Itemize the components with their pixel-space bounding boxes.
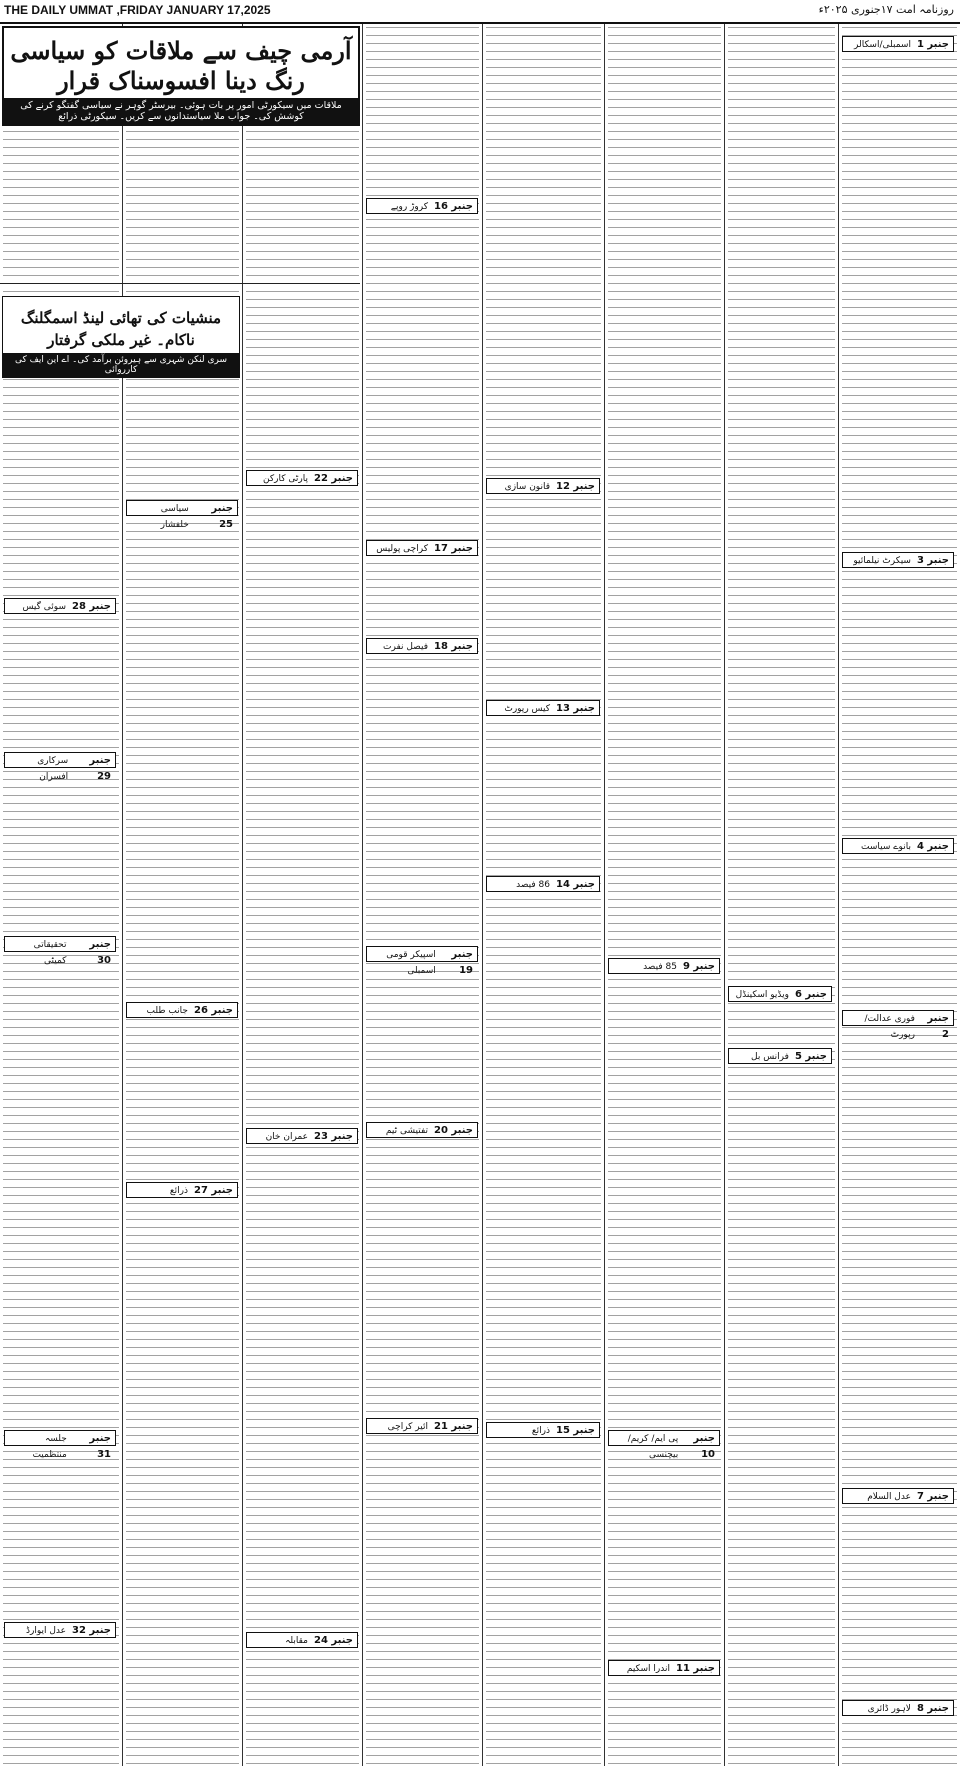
continuation-keyword: پارٹی کارکن [263, 474, 308, 484]
continuation-keyword: عمران خان [265, 1132, 308, 1142]
continuation-number: جنبر 25 [211, 503, 233, 530]
continuation-keyword: بانوے سیاست [861, 842, 911, 852]
continuation-number: جنبر 6 [794, 989, 827, 1000]
continuation-number: جنبر 10 [693, 1433, 715, 1460]
continuation-number: جنبر 27 [194, 1185, 233, 1196]
continuation-label [608, 1430, 720, 1460]
continuation-number: جنبر 24 [314, 1635, 353, 1646]
continuation-label [366, 1418, 478, 1434]
continuation-number: جنبر 16 [434, 201, 473, 212]
continuation-keyword: 86 فیصد [516, 880, 550, 890]
continuation-keyword: اسپیکر قومی اسمبلی [386, 950, 436, 976]
section-divider [0, 283, 360, 284]
masthead-urdu-date: روزنامہ امت ۱۷جنوری ۲۰۲۵ء [818, 3, 954, 16]
continuation-number: جنبر 13 [556, 703, 595, 714]
continuation-label [842, 1488, 954, 1504]
continuation-number: جنبر 26 [194, 1005, 233, 1016]
continuation-keyword: ائیر کراچی [387, 1422, 428, 1432]
continuation-keyword: فرانس بل [751, 1052, 789, 1062]
continuation-number: جنبر 3 [916, 555, 949, 566]
lead-story-headline-block [2, 26, 360, 126]
continuation-number: جنبر 7 [916, 1491, 949, 1502]
continuation-keyword: مقابلہ [285, 1636, 308, 1646]
continuation-label [4, 1622, 116, 1638]
continuation-label [4, 1430, 116, 1460]
column-5 [362, 24, 482, 1766]
continuation-number: جنبر 14 [556, 879, 595, 890]
second-headline: منشیات کی تھائی لینڈ اسمگلنگ ناکام۔ غیر ملکی گرفتار [20, 309, 222, 349]
continuation-label [246, 1632, 358, 1648]
second-subheadline: سری لنکن شہری سے ہیروئن برآمد کی۔ اے این ایف کی کارروائی [3, 353, 239, 377]
continuation-label [728, 986, 832, 1002]
continuation-label [126, 1002, 238, 1018]
continuation-number: جنبر 28 [72, 601, 111, 612]
continuation-number: جنبر 23 [314, 1131, 353, 1142]
continuation-number: جنبر 5 [794, 1051, 827, 1062]
continuation-label [486, 1422, 600, 1438]
lead-headline: آرمی چیف سے ملاقات کو سیاسی رنگ دینا افسوسناک قرار [10, 36, 352, 95]
continuation-number: جنبر 11 [676, 1663, 715, 1674]
continuation-number: جنبر 8 [916, 1703, 949, 1714]
continuation-keyword: اندرا اسکیم [626, 1664, 670, 1674]
continuation-keyword: سیکرٹ نیلمائیو [853, 556, 911, 566]
continuation-keyword: جانب طلب [146, 1006, 188, 1016]
continuation-number: جنبر 2 [927, 1013, 949, 1040]
continuation-number: جنبر 21 [434, 1421, 473, 1432]
continuation-keyword: قانون سازی [504, 482, 550, 492]
lead-subheadline: ملاقات میں سیکورٹی امور پر بات ہوئی۔ بیرسٹر گوہر نے سیاسی گفتگو کرنے کی کوشش کی۔ جواب ملا سیاستدانوں سے کریں۔ سیکورٹی ذرائع [4, 98, 358, 124]
continuation-label [842, 1010, 954, 1040]
continuation-keyword: پی ایم/ کریم/ بیچنسی [627, 1434, 679, 1460]
column-6 [242, 24, 362, 1766]
continuation-label [486, 876, 600, 892]
continuation-number: جنبر 12 [556, 481, 595, 492]
continuation-number: جنبر 22 [314, 473, 353, 484]
continuation-number: جنبر 9 [682, 961, 715, 972]
continuation-label [246, 1128, 358, 1144]
continuation-keyword: عدل السلام [867, 1492, 911, 1502]
continuation-keyword: کراچی پولیس [376, 544, 428, 554]
continuation-keyword: ویڈیو اسکینڈل [735, 990, 789, 1000]
masthead-english-date: THE DAILY UMMAT ,FRIDAY JANUARY 17,2025 [4, 3, 271, 17]
continuation-keyword: فوری عدالت/ رپورٹ [864, 1014, 915, 1040]
continuation-label [4, 936, 116, 966]
continuation-label [728, 1048, 832, 1064]
continuation-keyword: ذرائع [169, 1186, 188, 1196]
continuation-keyword: جلسہ منتظمیت [32, 1434, 67, 1460]
continuation-label [126, 500, 238, 530]
continuation-keyword: تفتیشی ٹیم [385, 1126, 428, 1136]
column-1 [838, 24, 960, 1766]
continuation-label [608, 958, 720, 974]
column-8 [0, 24, 122, 1766]
continuation-keyword: سرکاری افسران [37, 756, 69, 782]
continuation-label [842, 1700, 954, 1716]
column-4 [482, 24, 604, 1766]
continuation-label [4, 752, 116, 782]
continuation-label [4, 598, 116, 614]
continuation-keyword: اسمبلی/اسکالر [854, 40, 911, 50]
continuation-keyword: سوئی گیس [22, 602, 66, 612]
masthead [0, 0, 960, 24]
continuation-number: جنبر 15 [556, 1425, 595, 1436]
continuation-label [842, 36, 954, 52]
continuation-keyword: تحقیقاتی کمیٹی [33, 940, 67, 966]
column-2 [724, 24, 838, 1766]
continuation-keyword: کروڑ روپے [390, 202, 428, 212]
continuation-label [842, 838, 954, 854]
continuation-number: جنبر 31 [89, 1433, 111, 1460]
continuation-label [366, 638, 478, 654]
continuation-keyword: سیاسی خلفشار [160, 504, 189, 530]
continuation-number: جنبر 1 [916, 39, 949, 50]
continuation-keyword: لاہور ڈائری [867, 1704, 911, 1714]
continuation-number: جنبر 18 [434, 641, 473, 652]
continuation-number: جنبر 30 [89, 939, 111, 966]
continuation-label [486, 700, 600, 716]
continuation-label [126, 1182, 238, 1198]
continuation-keyword: ذرائع [531, 1426, 550, 1436]
continuation-label [366, 540, 478, 556]
continuation-number: جنبر 32 [72, 1625, 111, 1636]
continuation-keyword: عدل ایوارڈ [25, 1626, 66, 1636]
continuation-label [366, 946, 478, 976]
continuation-number: جنبر 29 [89, 755, 111, 782]
continuation-keyword: کیس رپورٹ [504, 704, 550, 714]
second-story-headline-block [2, 296, 240, 378]
column-7 [122, 24, 242, 1766]
continuation-number: جنبر 20 [434, 1125, 473, 1136]
continuation-label [608, 1660, 720, 1676]
continuation-number: جنبر 4 [916, 841, 949, 852]
continuation-label [366, 1122, 478, 1138]
continuation-number: جنبر 17 [434, 543, 473, 554]
continuation-label [842, 552, 954, 568]
continuation-label [246, 470, 358, 486]
continuation-number: جنبر 19 [451, 949, 473, 976]
continuation-keyword: 85 فیصد [643, 962, 677, 972]
column-3 [604, 24, 724, 1766]
continuation-label [366, 198, 478, 214]
continuation-keyword: فیصل نفرت [383, 642, 428, 652]
continuation-label [486, 478, 600, 494]
